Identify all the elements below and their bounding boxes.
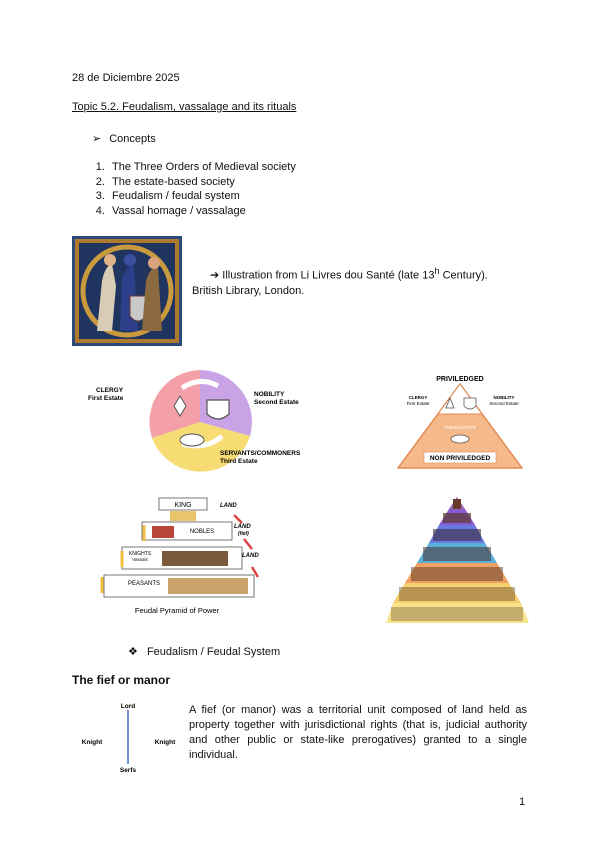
bread-icon [180, 434, 204, 446]
commoners-label: SERVANTS/COMMONERS [220, 450, 301, 457]
tri-nobility-sub-label: Second Estate [489, 401, 519, 406]
land-label-2: LAND [234, 524, 251, 530]
lord-label: Lord [120, 703, 136, 710]
fief-heading: The fief or manor [72, 673, 171, 687]
privileged-label: PRIVILEDGED [436, 376, 484, 383]
fief-diagram [80, 700, 180, 780]
peasants-label: PEASANTS [127, 581, 161, 587]
arrow-bullet-icon: ➢ [92, 133, 102, 145]
tri-clergy-label: CLERGY [408, 395, 428, 400]
feudal-system-heading: ❖ Feudalism / Feudal System [128, 646, 281, 658]
nobility-label: NOBILITY [254, 391, 285, 398]
diamond-bullet-icon: ❖ [128, 646, 138, 658]
clergy-sub-label: First Estate [88, 395, 124, 402]
land-label-3: LAND [242, 553, 259, 559]
arrow-right-icon: ➔ [210, 269, 220, 282]
commoners-sub-label: Third Estate [220, 458, 258, 465]
list-item: 4. Vassal homage / vassalage [108, 204, 296, 219]
illustration-caption: ➔ Illustration from Li Livres dou Santé (late 13$^h$ Century). British Library, London. [192, 266, 488, 297]
concepts-heading: ➢ Concepts [92, 133, 156, 145]
third-estate-label: THIRD ESTATE [444, 425, 476, 430]
serfs-label: Serfs [119, 767, 137, 774]
knights-label: KNIGHTS [128, 551, 152, 557]
fief-label: (fief) [238, 531, 249, 537]
tri-nobility-label: NOBILITY [493, 395, 515, 400]
tri-clergy-sub-label: First Estate [406, 401, 430, 406]
clergy-label: CLERGY [96, 387, 124, 394]
shield-icon [207, 400, 229, 419]
privileged-triangle-diagram [396, 372, 524, 470]
non-privileged-label: NON PRIVILEDGED [429, 455, 491, 462]
feudal-pyramid-caption: Feudal Pyramid of Power [134, 606, 220, 615]
feudal-pyramid-diagram [82, 495, 272, 620]
document-date: 28 de Diciembre 2025 [72, 72, 180, 84]
knight-left-label: Knight [81, 739, 103, 746]
list-item: 2. The estate-based society [108, 175, 296, 190]
land-label-1: LAND [220, 503, 237, 509]
king-label: KING [174, 502, 192, 509]
medieval-illustration [72, 236, 182, 346]
page-number: 1 [519, 796, 526, 808]
concepts-list [72, 160, 296, 218]
social-hierarchy-pyramid-illustration [385, 495, 530, 625]
knights-sub-label: Vassals [132, 557, 148, 562]
bread-icon [451, 435, 469, 443]
shield-icon [464, 398, 476, 409]
fief-definition: A fief (or manor) was a territorial unit composed of land held as property together with jurisdictional rights (that is, judicial authority and other public or state-like prerogatives) granted to a single individual. [189, 704, 527, 761]
topic-title: Topic 5.2. Feudalism, vassalage and its rituals [72, 101, 297, 113]
three-estates-diagram [82, 366, 312, 476]
knight-right-label: Knight [154, 739, 176, 746]
list-item: 1. The Three Orders of Medieval society [108, 160, 296, 175]
nobility-sub-label: Second Estate [254, 399, 299, 406]
nobles-label: NOBLES [189, 529, 215, 535]
list-item: 3. Feudalism / feudal system [108, 189, 296, 204]
